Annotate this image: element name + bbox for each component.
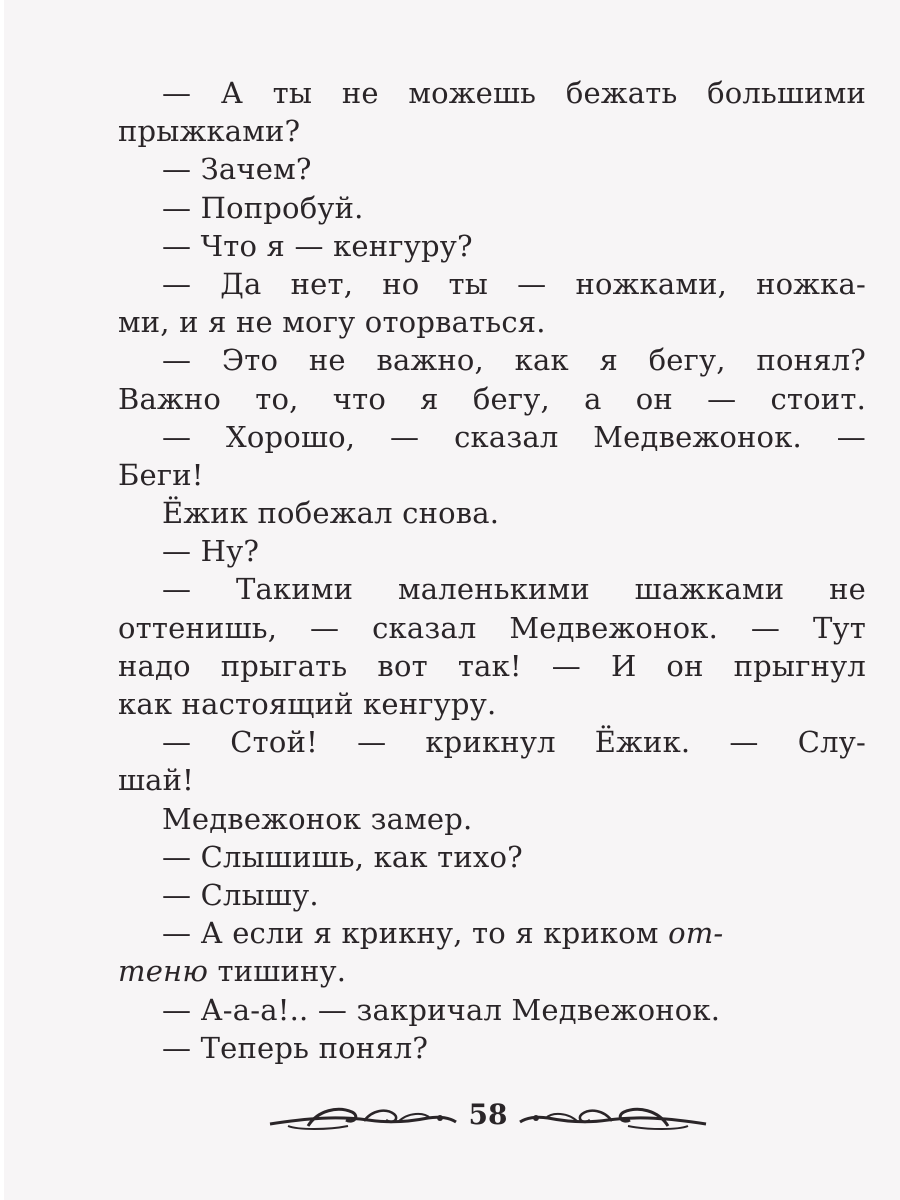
text-line: — Да нет, но ты — ножками, ножка- bbox=[162, 266, 866, 301]
page-footer bbox=[268, 1096, 708, 1140]
text-line: как настоящий кенгуру. bbox=[118, 687, 497, 721]
text-line: — Попробуй. bbox=[162, 190, 364, 225]
text-line: — Слышишь, как тихо? bbox=[162, 839, 523, 874]
italic-word: теню bbox=[118, 954, 209, 989]
scroll-flourish-icon bbox=[518, 1104, 708, 1134]
text-line-with-italic bbox=[118, 952, 866, 990]
story-text bbox=[118, 74, 866, 1067]
text-line: — Ну? bbox=[162, 534, 260, 569]
text-line: — Стой! — крикнул Ёжик. — Слу- bbox=[162, 725, 866, 760]
text-line-with-italic bbox=[118, 914, 866, 952]
text-line: — Это не важно, как я бегу, понял? bbox=[162, 343, 866, 378]
page-number: 58 bbox=[468, 1098, 508, 1131]
text-line: — Такими маленькими шажками не bbox=[162, 572, 866, 607]
text-line: — Слышу. bbox=[162, 877, 319, 912]
text-line: ми, и я не могу оторваться. bbox=[118, 305, 546, 340]
text-line: оттенишь, — сказал Медвежонок. — Тут bbox=[118, 610, 866, 645]
text-fragment: — А если я крикну, то я криком bbox=[162, 916, 669, 951]
text-line: прыжками? bbox=[118, 114, 301, 149]
text-line: — Зачем? bbox=[162, 152, 312, 187]
text-line: Важно то, что я бегу, а он — стоит. bbox=[118, 381, 866, 416]
text-line: — Теперь понял? bbox=[162, 1030, 429, 1065]
text-line: Беги! bbox=[118, 457, 204, 492]
text-fragment: тишину. bbox=[208, 954, 347, 989]
text-line: — А ты не можешь бежать большими bbox=[162, 76, 866, 110]
text-line: надо прыгать вот так! — И он прыгнул bbox=[118, 648, 866, 683]
text-line: Ёжик побежал снова. bbox=[162, 496, 500, 531]
text-line: шай! bbox=[118, 763, 195, 798]
italic-word: от- bbox=[668, 916, 724, 951]
text-line: — А-а-а!.. — закричал Медвежонок. bbox=[162, 992, 721, 1027]
text-line: — Хорошо, — сказал Медвежонок. — bbox=[162, 419, 866, 454]
text-line: Медвежонок замер. bbox=[162, 801, 473, 836]
text-line: — Что я — кенгуру? bbox=[162, 228, 473, 263]
